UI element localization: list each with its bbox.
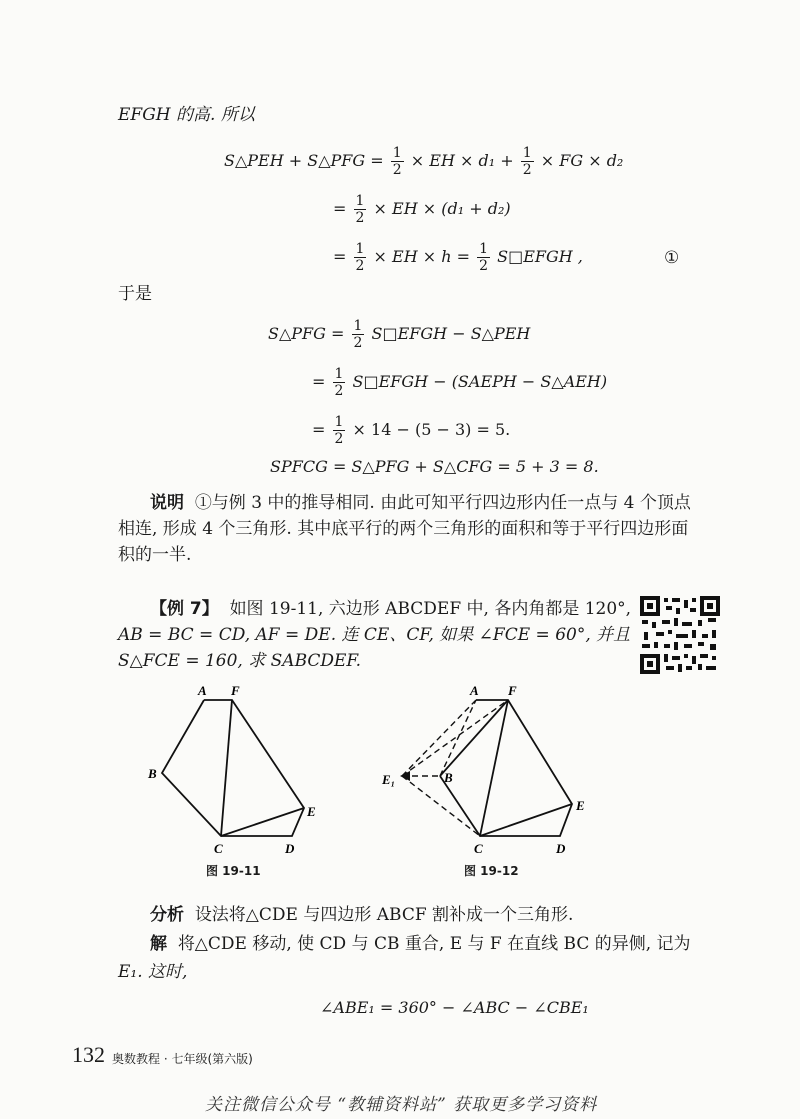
example-line3: S△FCE = 160, 求 SABCDEF. [118, 651, 361, 671]
figure-19-11 [140, 680, 330, 860]
eq1-line1-rhs2: × FG × d₂ [540, 151, 624, 170]
eq1-lhs: S△PEH + S△PFG = [224, 151, 384, 170]
label-C: C [214, 841, 223, 856]
example-label: 【例 7】 [150, 599, 219, 619]
note-line3: 积的一半. [118, 545, 192, 565]
analysis-line: 分析 设法将△CDE 与四边形 ABCF 割补成一个三角形. [150, 905, 574, 925]
label-C: C [474, 841, 483, 856]
qr-code-icon [640, 596, 720, 674]
figure-19-12 [380, 680, 590, 860]
eq1-line2: = $\frac{1}{2}$ × EH × (d₁ + d₂) [333, 193, 511, 226]
label-E1: E₁ [382, 772, 396, 787]
solution-label: 解 [150, 934, 167, 954]
label-D: D [285, 841, 295, 856]
label-A: A [198, 683, 207, 698]
note-line2: 相连, 形成 4 个三角形. 其中底平行的两个三角形的面积和等于平行四边形面 [118, 519, 689, 539]
segment-CE [221, 808, 304, 836]
label-F: F [508, 683, 517, 698]
segment-CF [221, 700, 232, 836]
label-E: E [307, 804, 316, 819]
label-B: B [148, 766, 157, 781]
analysis-label: 分析 [150, 905, 184, 925]
example-line2: AB = BC = CD, AF = DE. 连 CE、CF, 如果 ∠FCE = 60°, 并且 [118, 625, 631, 645]
page-number: 132 [72, 1042, 105, 1067]
label-F: F [231, 683, 240, 698]
label-D: D [556, 841, 566, 856]
label-E: E [576, 798, 585, 813]
eq1-line1: S△PEH + S△PFG = $\frac{1}{2}$ × EH × d₁ + $\frac{1}{2}$ × FG × d₂ [224, 145, 624, 178]
solution-line2: E₁. 这时, [118, 962, 188, 982]
figure-19-12-caption: 图 19-12 [464, 864, 519, 878]
eq2-line3: = $\frac{1}{2}$ × 14 − (5 − 3) = 5. [312, 414, 511, 447]
solution-equation: ∠ABE₁ = 360° − ∠ABC − ∠CBE₁ [320, 998, 589, 1017]
note-label: 说明 [150, 493, 184, 513]
equation-mark: ① [664, 248, 680, 268]
eq1-line3: = $\frac{1}{2}$ × EH × h = $\frac{1}{2}$ S□EFGH , [333, 241, 583, 274]
eq2-line4: SPFCG = S△PFG + S△CFG = 5 + 3 = 8. [270, 457, 599, 476]
book-title: 奥数教程 · 七年级(第六版) [112, 1052, 253, 1066]
solution-line1: 解 将△CDE 移动, 使 CD 与 CB 重合, E 与 F 在直线 BC 的异侧, 记为 [150, 934, 691, 954]
note-line1: 说明 ①与例 3 中的推导相同. 由此可知平行四边形内任一点与 4 个顶点 [150, 493, 691, 513]
figure-19-11-caption: 图 19-11 [206, 864, 261, 878]
intro-text: EFGH 的高. 所以 [118, 105, 255, 125]
hexagon-outline [440, 700, 572, 836]
example-line1: 【例 7】 如图 19-11, 六边形 ABCDEF 中, 各内角都是 120°, [150, 599, 632, 619]
eq2-line1: S△PFG = $\frac{1}{2}$ S□EFGH − S△PEH [268, 318, 531, 351]
label-B: B [444, 770, 453, 785]
watermark-text: 关注微信公众号 “教辅资料站” 获取更多学习资料 [205, 1095, 598, 1115]
label-A: A [470, 683, 479, 698]
eq2-line2: = $\frac{1}{2}$ S□EFGH − (SAEPH − S△AEH) [312, 366, 608, 399]
eq1-line1-rhs: × EH × d₁ + [410, 151, 514, 170]
yushi-text: 于是 [118, 284, 152, 304]
